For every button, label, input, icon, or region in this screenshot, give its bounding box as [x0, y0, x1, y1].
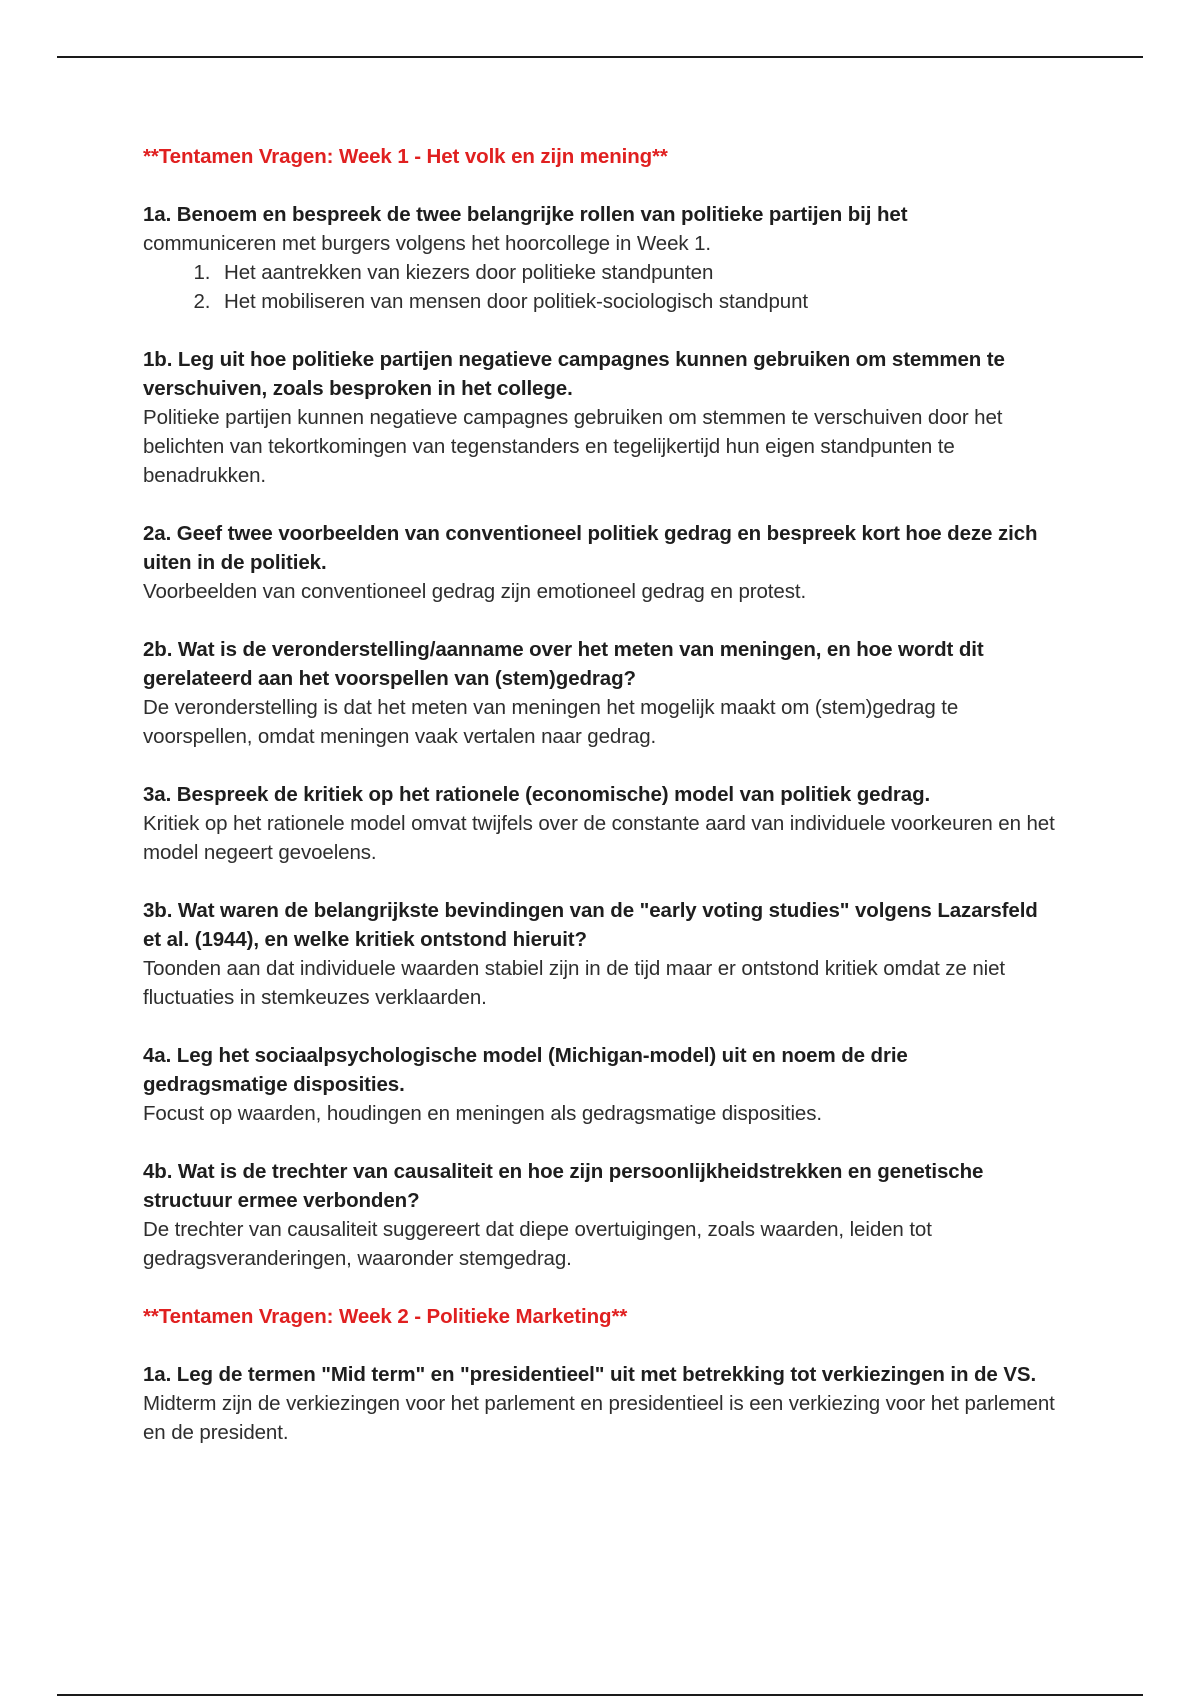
qa-item-1b	[143, 345, 1055, 490]
list-item: 1. Het aantrekken van kiezers door politieke standpunten	[216, 258, 1055, 287]
qa-item-1a	[143, 200, 1055, 316]
question: 1b. Leg uit hoe politieke partijen negatieve campagnes kunnen gebruiken om stemmen te verschuiven, zoals besproken in het college.	[143, 348, 1005, 400]
question: 2a. Geef twee voorbeelden van conventioneel politiek gedrag en bespreek kort hoe deze zich uiten in de politiek.	[143, 522, 1038, 574]
qa-item-3a	[143, 780, 1055, 867]
answer-list	[143, 258, 1055, 316]
list-item: 2. Het mobiliseren van mensen door politiek-sociologisch standpunt	[216, 287, 1055, 316]
answer: Toonden aan dat individuele waarden stabiel zijn in de tijd maar er ontstond kritiek omdat ze niet fluctuaties in stemkeuzes verklaarden.	[143, 957, 1005, 1009]
question: 3b. Wat waren de belangrijkste bevindingen van de "early voting studies" volgens Lazarsfeld et al. (1944), en welke kritiek ontstond hieruit?	[143, 899, 1038, 951]
answer: Focust op waarden, houdingen en meningen als gedragsmatige disposities.	[143, 1102, 822, 1125]
question: 2b. Wat is de veronderstelling/aanname over het meten van meningen, en hoe wordt dit gerelateerd aan het voorspellen van (stem)gedrag?	[143, 638, 984, 690]
qa-item-3b	[143, 896, 1055, 1012]
answer: Politieke partijen kunnen negatieve campagnes gebruiken om stemmen te verschuiven door het belichten van tekortkomingen van tegenstanders en tegelijkertijd hun eigen standpunten te benadrukken.	[143, 406, 1003, 487]
question: 1a. Leg de termen "Mid term" en "presidentieel" uit met betrekking tot verkiezingen in de VS.	[143, 1363, 1037, 1386]
qa-item-2a	[143, 519, 1055, 606]
qa-item-week2-1a	[143, 1360, 1055, 1447]
answer: De trechter van causaliteit suggereert dat diepe overtuigingen, zoals waarden, leiden tot gedragsveranderingen, waaronder stemgedrag.	[143, 1218, 932, 1270]
question: 4a. Leg het sociaalpsychologische model (Michigan-model) uit en noem de drie gedragsmatige disposities.	[143, 1044, 908, 1096]
top-rule	[57, 56, 1143, 58]
answer: De veronderstelling is dat het meten van meningen het mogelijk maakt om (stem)gedrag te voorspellen, omdat meningen vaak vertalen naar gedrag.	[143, 696, 959, 748]
qa-item-2b	[143, 635, 1055, 751]
question: 1a. Benoem en bespreek de twee belangrijke rollen van politieke partijen bij het	[143, 203, 908, 226]
section-heading-week-1: **Tentamen Vragen: Week 1 - Het volk en zijn mening**	[143, 145, 668, 168]
question: 4b. Wat is de trechter van causaliteit en hoe zijn persoonlijkheidstrekken en genetische structuur ermee verbonden?	[143, 1160, 984, 1212]
question: 3a. Bespreek de kritiek op het rationele (economische) model van politiek gedrag.	[143, 783, 931, 806]
section-heading-week-2: **Tentamen Vragen: Week 2 - Politieke Marketing**	[143, 1305, 628, 1328]
qa-item-4b	[143, 1157, 1055, 1273]
answer: communiceren met burgers volgens het hoorcollege in Week 1.	[143, 232, 712, 255]
document-body	[143, 142, 1055, 1476]
answer: Midterm zijn de verkiezingen voor het parlement en presidentieel is een verkiezing voor het parlement en de president.	[143, 1392, 1055, 1444]
answer: Voorbeelden van conventioneel gedrag zijn emotioneel gedrag en protest.	[143, 580, 807, 603]
qa-item-4a	[143, 1041, 1055, 1128]
answer: Kritiek op het rationele model omvat twijfels over de constante aard van individuele voorkeuren en het model negeert gevoelens.	[143, 812, 1055, 864]
bottom-rule	[57, 1694, 1143, 1696]
